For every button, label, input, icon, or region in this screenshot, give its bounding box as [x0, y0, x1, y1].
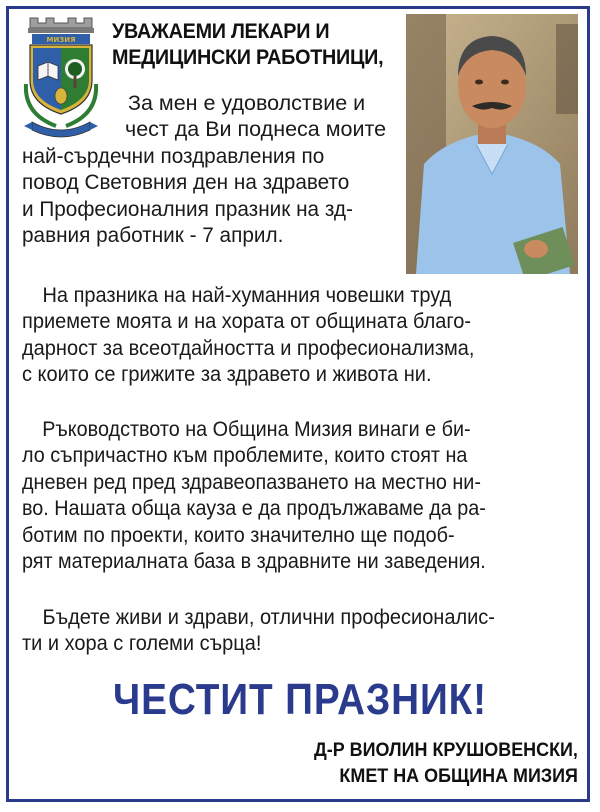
paragraph-3-line: Ръководството на Община Мизия винаги е би-	[42, 417, 471, 441]
paragraph-1-bottom	[22, 143, 353, 249]
heading-line-1: УВАЖАЕМИ ЛЕКАРИ И	[112, 19, 330, 43]
article-heading	[112, 18, 384, 70]
paragraph-3	[22, 416, 486, 574]
paragraph-2-line: На празника на най-хуманния човешки труд	[42, 283, 452, 307]
holiday-greeting-title: ЧЕСТИТ ПРАЗНИК!	[113, 675, 487, 724]
crest-banner-text: МИЗИЯ	[46, 36, 76, 44]
paragraph-3-line: во. Нашата обща кауза е да продължаваме да ра-	[22, 496, 486, 521]
paragraph-1-line: равния работник - 7 април.	[22, 223, 284, 248]
paragraph-4-line: ти и хора с големи сърца!	[22, 631, 262, 656]
signature-name: Д-Р ВИОЛИН КРУШОВЕНСКИ,	[314, 739, 578, 761]
municipality-crest-logo	[18, 14, 104, 142]
paragraph-1-line: чест да Ви поднеса моите	[125, 117, 387, 142]
paragraph-1-line: най-сърдечни поздравления по	[22, 143, 325, 168]
signature-block	[314, 737, 578, 789]
paragraph-2-line: дарност за всеотдайността и професионализма,	[22, 335, 475, 360]
mayor-portrait-photo	[406, 14, 578, 274]
paragraph-3-line: дневен ред пред здравеопазването на местно ни-	[22, 469, 481, 494]
paragraph-2-line: с които се грижите за здравето и живота ни.	[22, 362, 432, 387]
paragraph-1-line: За мен е удоволствие и	[128, 91, 366, 115]
paragraph-1-line: и Професионалния празник на зд-	[22, 196, 353, 221]
paragraph-1-line: повод Световния ден на здравето	[22, 170, 350, 195]
paragraph-3-line: ло съпричастно към проблемите, които стоят на	[22, 443, 468, 468]
paragraph-4-line: Бъдете живи и здрави, отлични професионалис-	[42, 605, 495, 629]
paragraph-3-line: рят материалната база в здравните ни заведения.	[22, 549, 486, 574]
paragraph-4	[22, 604, 495, 657]
paragraph-2	[22, 282, 474, 388]
paragraph-2-line: приемете моята и на хората от общината благо-	[22, 309, 472, 334]
heading-line-2: МЕДИЦИНСКИ РАБОТНИЦИ,	[112, 45, 384, 69]
paragraph-1-top	[122, 90, 386, 143]
signature-title: КМЕТ НА ОБЩИНА МИЗИЯ	[339, 765, 578, 787]
paragraph-3-line: ботим по проекти, които значително ще подоб-	[22, 522, 455, 547]
